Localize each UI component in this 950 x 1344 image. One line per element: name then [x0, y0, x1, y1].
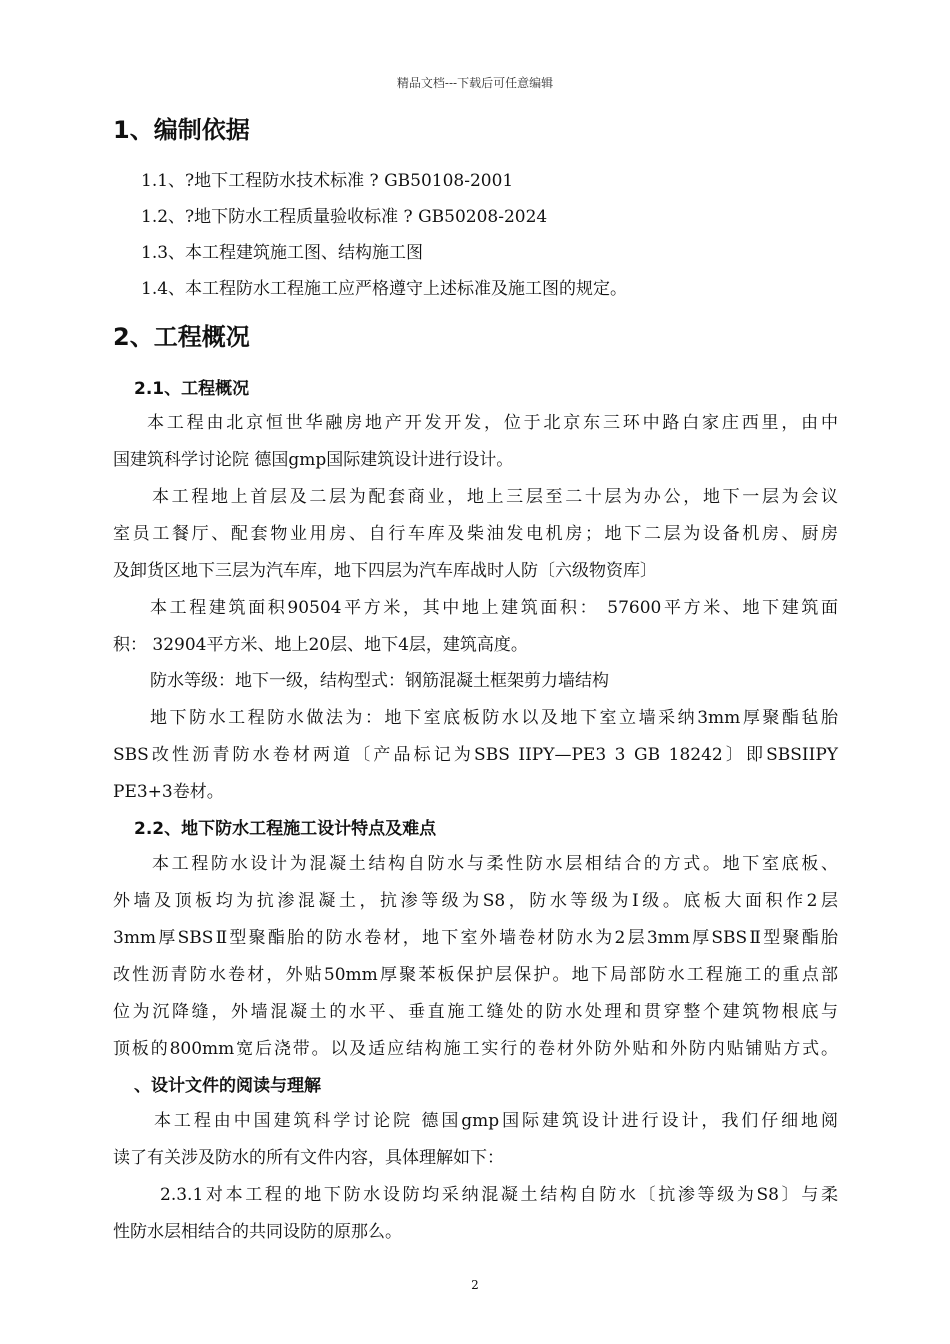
reference-item-2: 1.2、?地下防水工程质量验收标准 ? GB50208-2024 — [141, 207, 548, 227]
paragraph-line: SBS改性沥青防水卷材两道〔产品标记为SBS IIPY—PE3 3 GB 18242〕即SBSIIPY — [113, 745, 838, 765]
reference-item-1: 1.1、?地下工程防水技术标准 ? GB50108-2001 — [141, 171, 514, 191]
paragraph-line: 防水等级：地下一级，结构型式：钢筋混凝土框架剪力墙结构 — [150, 671, 609, 691]
paragraph-line: 积： 32904平方米、地上20层、地下4层，建筑高度。 — [113, 635, 528, 655]
page-number: 2 — [471, 1278, 479, 1292]
paragraph-line: 外墙及顶板均为抗渗混凝土，抗渗等级为S8，防水等级为Ⅰ级。底板大面积作2层 — [113, 891, 838, 911]
section-1-title: 1、编制依据 — [113, 116, 250, 144]
paragraph-line: 3mm厚SBSⅡ型聚酯胎的防水卷材，地下室外墙卷材防水为2层3mm厚SBSⅡ型聚酯胎 — [113, 928, 838, 948]
paragraph-line: 本工程建筑面积90504平方米，其中地上建筑面积： 57600平方米、地下建筑面 — [150, 598, 838, 618]
paragraph-line: 地下防水工程防水做法为：地下室底板防水以及地下室立墙采纳3mm厚聚酯毡胎 — [150, 708, 838, 728]
paragraph-line: 本工程地上首层及二层为配套商业，地上三层至二十层为办公，地下一层为会议 — [152, 487, 838, 507]
subsection-2-3-title: 、设计文件的阅读与理解 — [134, 1076, 321, 1096]
paragraph-line: 改性沥青防水卷材，外贴50mm厚聚苯板保护层保护。地下局部防水工程施工的重点部 — [113, 965, 838, 985]
paragraph-line: PE3+3卷材。 — [113, 782, 224, 802]
paragraph-line: 2.3.1对本工程的地下防水设防均采纳混凝土结构自防水〔抗渗等级为S8〕与柔 — [160, 1185, 838, 1205]
subsection-2-2-title: 2.2、地下防水工程施工设计特点及难点 — [134, 819, 437, 839]
paragraph-line: 顶板的800mm宽后浇带。以及适应结构施工实行的卷材外防外贴和外防内贴铺贴方式。 — [113, 1039, 838, 1059]
subsection-2-1-title: 2.1、工程概况 — [134, 379, 250, 399]
reference-item-3: 1.3、本工程建筑施工图、结构施工图 — [141, 243, 424, 263]
paragraph-line: 本工程防水设计为混凝土结构自防水与柔性防水层相结合的方式。地下室底板、 — [152, 854, 838, 874]
paragraph-line: 本工程由北京恒世华融房地产开发开发，位于北京东三环中路白家庄西里，由中 — [147, 413, 838, 433]
paragraph-line: 国建筑科学讨论院 德国gmp国际建筑设计进行设计。 — [113, 450, 514, 470]
paragraph-line: 性防水层相结合的共同设防的原那么。 — [113, 1222, 402, 1242]
paragraph-line: 室员工餐厅、配套物业用房、自行车库及柴油发电机房；地下二层为设备机房、厨房 — [113, 524, 838, 544]
paragraph-line: 读了有关涉及防水的所有文件内容，具体理解如下： — [113, 1148, 504, 1168]
paragraph-line: 位为沉降缝，外墙混凝土的水平、垂直施工缝处的防水处理和贯穿整个建筑物根底与 — [113, 1002, 838, 1022]
section-2-title: 2、工程概况 — [113, 323, 250, 351]
page-header: 精品文档---下载后可任意编辑 — [396, 76, 554, 90]
paragraph-line: 本工程由中国建筑科学讨论院 德国gmp国际建筑设计进行设计，我们仔细地阅 — [154, 1111, 838, 1131]
paragraph-line: 及卸货区地下三层为汽车库，地下四层为汽车库战时人防〔六级物资库〕 — [113, 561, 657, 581]
reference-item-4: 1.4、本工程防水工程施工应严格遵守上述标准及施工图的规定。 — [141, 279, 628, 299]
